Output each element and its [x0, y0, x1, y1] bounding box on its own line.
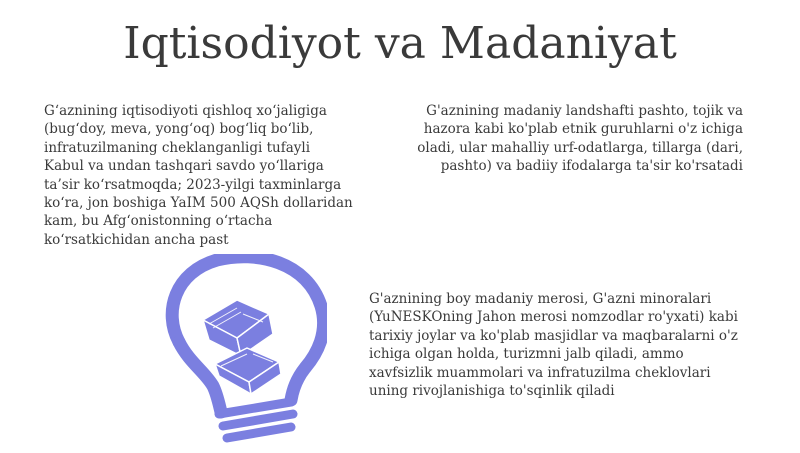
slide-title: Iqtisodiyot va Madaniyat — [123, 18, 677, 69]
economy-paragraph: G‘aznining iqtisodiyoti qishloq xo‘jaligiga (bug‘doy, meva, yong‘oq) bog‘liq bo‘lib, infratuzilmaning cheklanganligi tufayli Kabul va undan tashqari savdo yo‘llariga ta’sir ko‘rsatmoqda; 2023-yilgi taxminlarga ko‘ra, jon boshiga YaIM 500 AQSh dollaridan kam, bu Afg‘onistonning o‘rtacha ko‘rsatkichidan ancha past — [44, 103, 353, 248]
heritage-paragraph: G'aznining boy madaniy merosi, G'azni minoralari (YuNESKOning Jahon merosi nomzodlar ro'yxati) kabi tarixiy joylar va ko'plab masjidlar va maqbaralarni o'z ichiga olgan holda, turizmni jalb qiladi, ammo xavfsizlik muammolari va infratuzilma cheklovlari uning rivojlanishiga to'sqinlik qiladi — [369, 291, 738, 400]
lightbulb-book-icon — [157, 254, 327, 449]
culture-paragraph: G'aznining madaniy landshafti pashto, tojik va hazora kabi ko'plab etnik guruhlarni o'z ichiga oladi, ular mahalliy urf-odatlarga, tillarga (dari, pashto) va badiiy ifodalarga ta'sir ko'rsatadi — [417, 103, 743, 175]
